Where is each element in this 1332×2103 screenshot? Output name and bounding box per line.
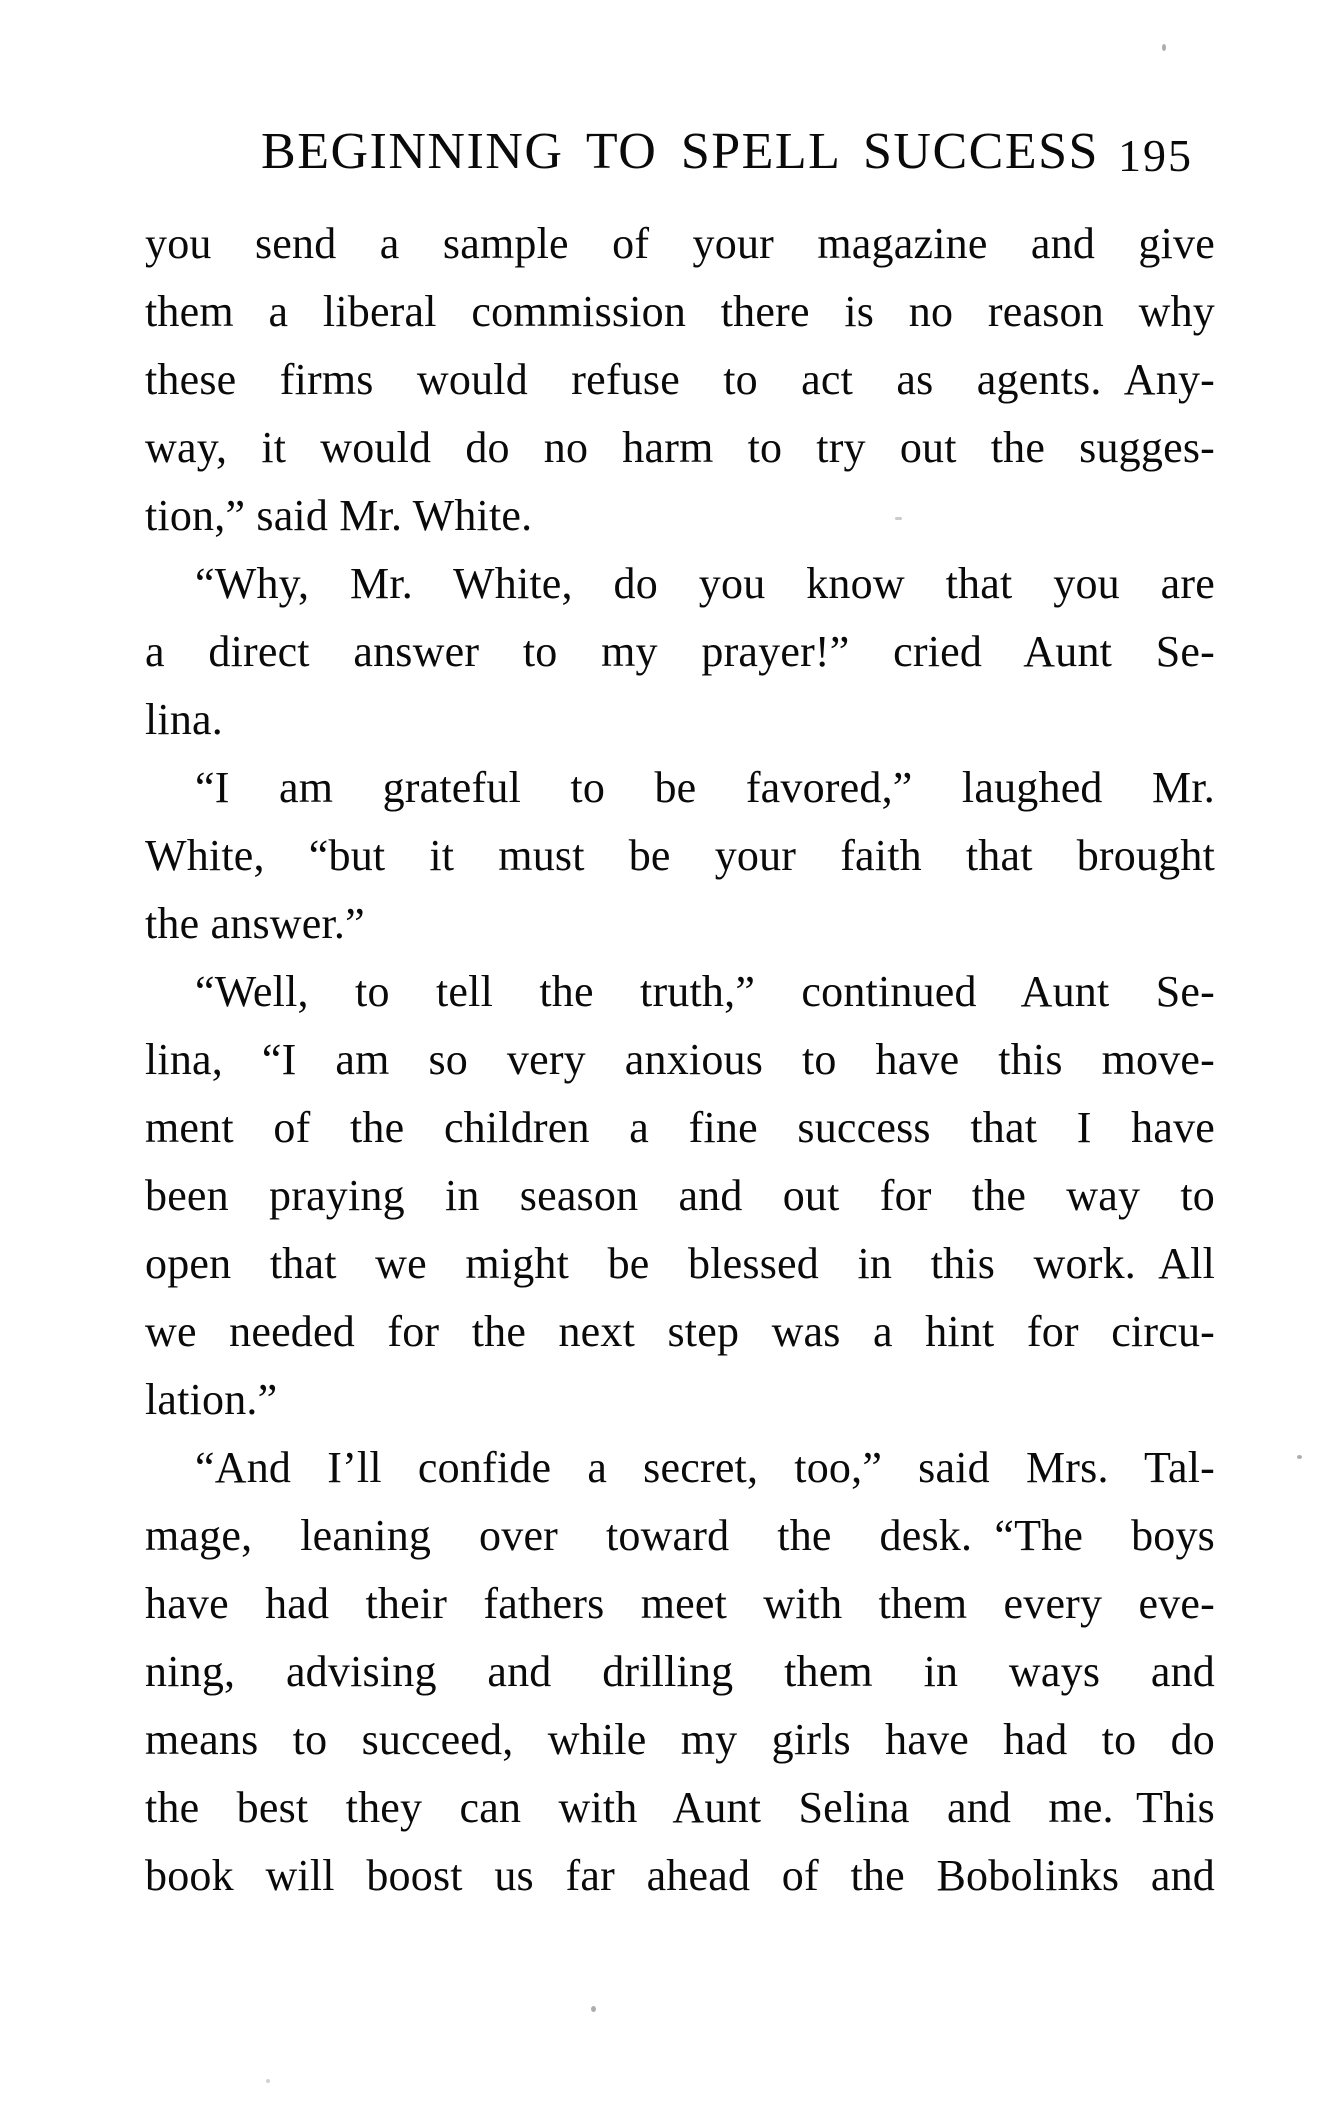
text-line: book will boost us far ahead of the Bobolinks and xyxy=(145,1851,1215,1900)
text-line: the answer.” xyxy=(145,899,365,948)
running-head xyxy=(145,123,1215,182)
page-title: BEGINNING TO SPELL SUCCESS xyxy=(261,123,1099,180)
text-line: lation.” xyxy=(145,1375,278,1424)
text-line: have had their fathers meet with them every eve- xyxy=(145,1579,1215,1628)
text-line: these firms would refuse to act as agents. Any- xyxy=(145,355,1215,404)
body-text xyxy=(145,210,1215,1910)
text-line: lina, “I am so very anxious to have this move- xyxy=(145,1035,1215,1084)
text-line: lina. xyxy=(145,695,223,744)
text-line: way, it would do no harm to try out the sugges- xyxy=(145,423,1215,472)
text-line: mage, leaning over toward the desk. “The boys xyxy=(145,1511,1215,1560)
text-line: “I am grateful to be favored,” laughed Mr. xyxy=(195,763,1215,812)
text-line: been praying in season and out for the way to xyxy=(145,1171,1215,1220)
text-line: “Why, Mr. White, do you know that you are xyxy=(195,559,1215,608)
text-line: the best they can with Aunt Selina and me. This xyxy=(145,1783,1215,1832)
text-line: means to succeed, while my girls have had to do xyxy=(145,1715,1215,1764)
text-line: you send a sample of your magazine and give xyxy=(145,219,1215,268)
text-line: ment of the children a fine success that I have xyxy=(145,1103,1215,1152)
text-line: tion,” said Mr. White. xyxy=(145,491,533,540)
text-line: a direct answer to my prayer!” cried Aunt Se- xyxy=(145,627,1215,676)
scan-speck xyxy=(895,517,902,520)
text-line: open that we might be blessed in this work. All xyxy=(145,1239,1215,1288)
text-line: ning, advising and drilling them in ways and xyxy=(145,1647,1215,1696)
scan-speck xyxy=(591,2006,596,2012)
scan-speck xyxy=(1162,44,1166,51)
text-line: we needed for the next step was a hint for circu- xyxy=(145,1307,1215,1356)
text-line: White, “but it must be your faith that brought xyxy=(145,831,1215,880)
page-number: 195 xyxy=(1118,130,1193,181)
text-line: “Well, to tell the truth,” continued Aunt Se- xyxy=(195,967,1215,1016)
text-line: “And I’ll confide a secret, too,” said Mrs. Tal- xyxy=(195,1443,1215,1492)
scan-speck xyxy=(1297,1455,1302,1459)
scan-speck xyxy=(266,2079,270,2083)
text-line: them a liberal commission there is no reason why xyxy=(145,287,1215,336)
